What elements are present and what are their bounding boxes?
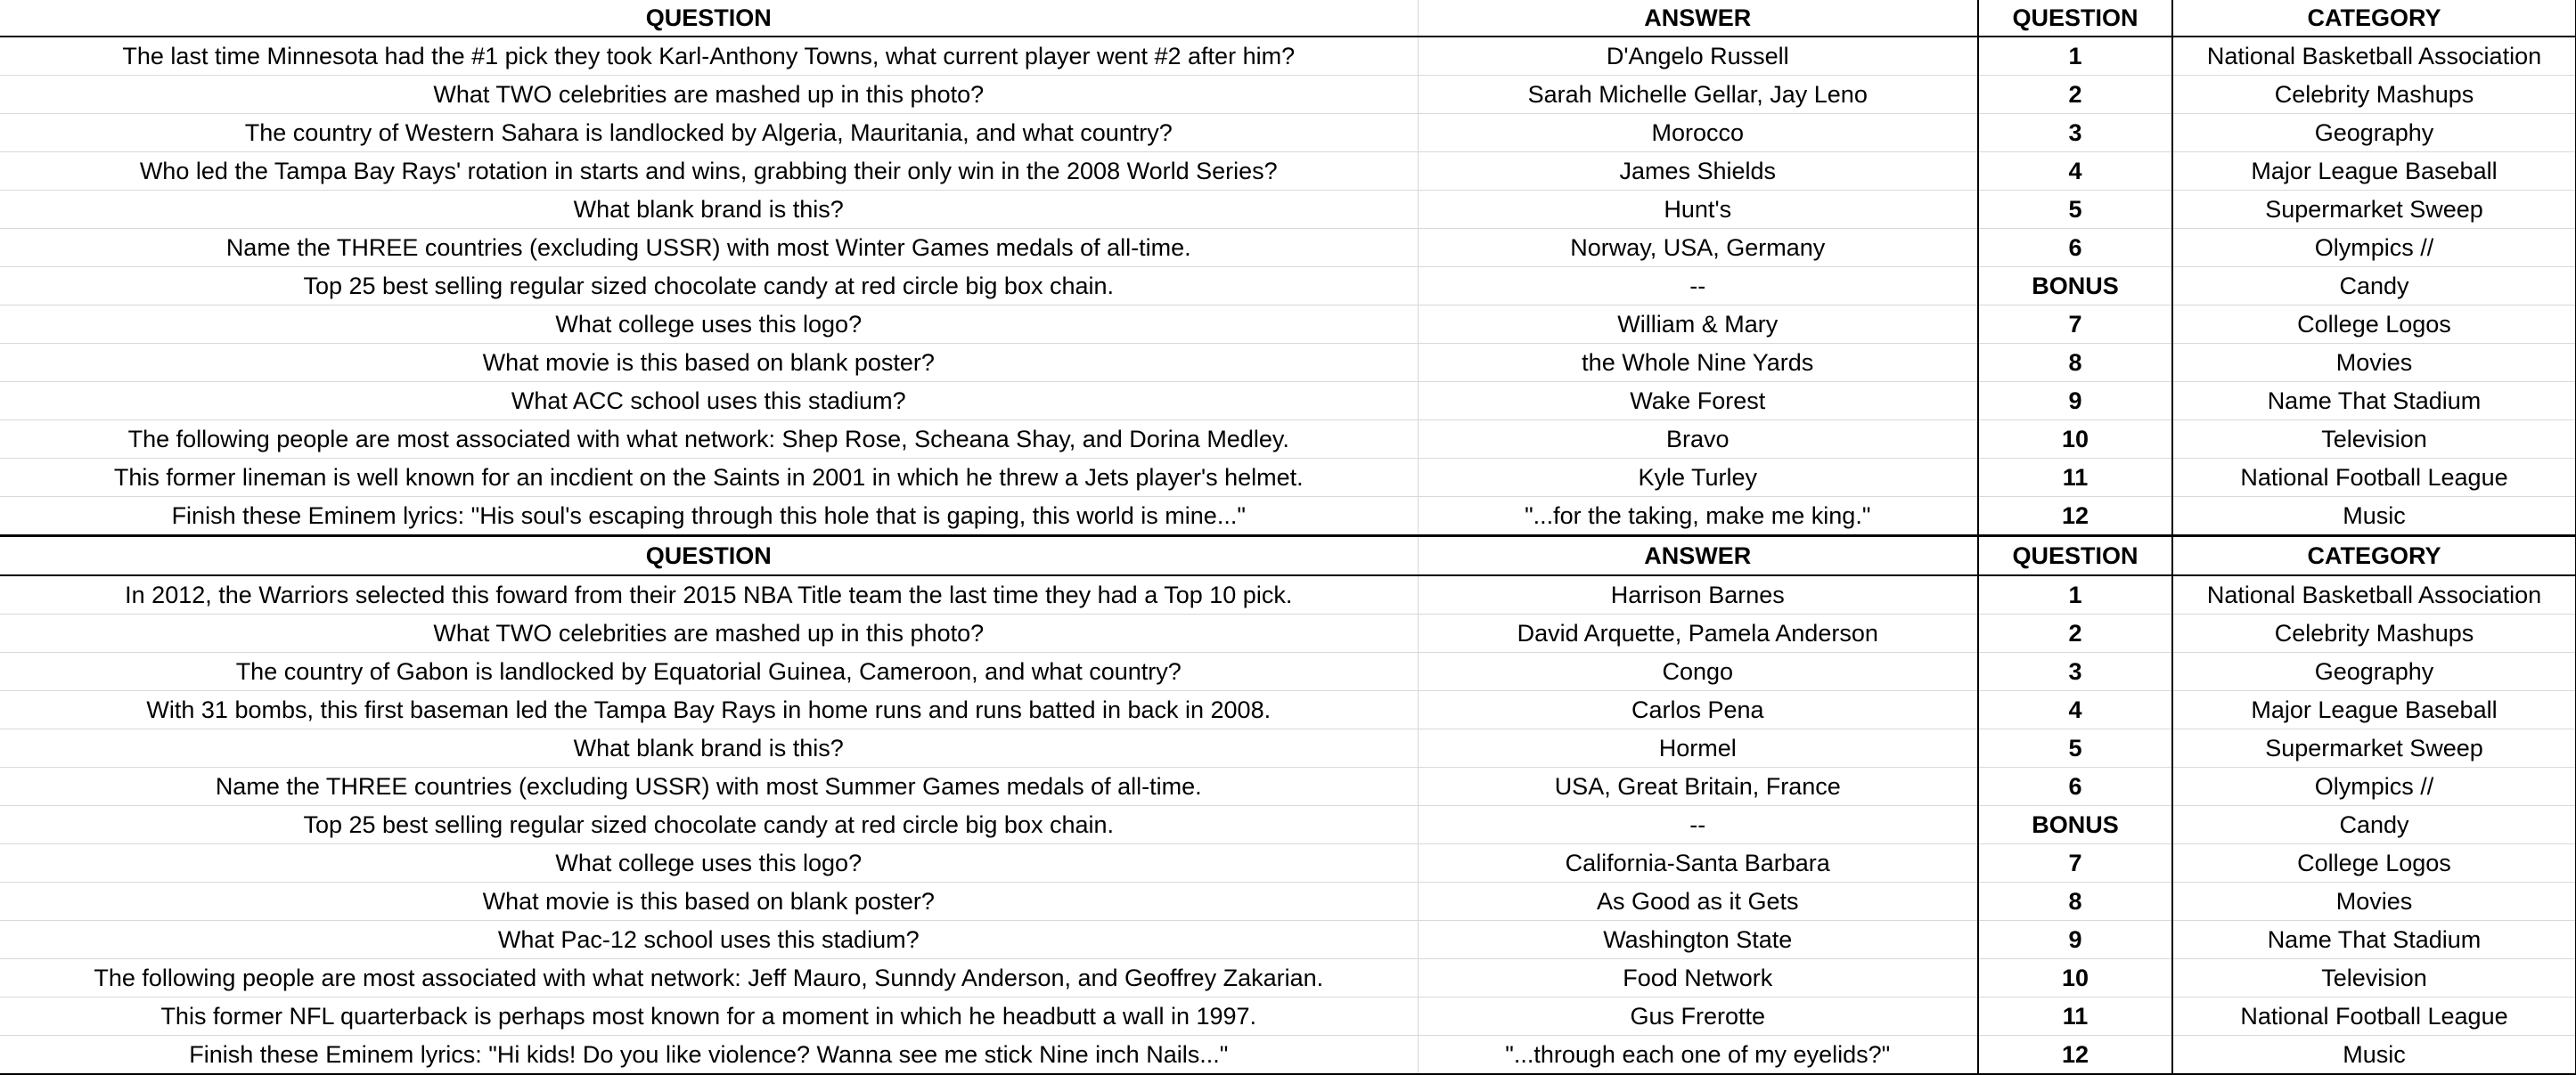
table-row xyxy=(0,691,2576,729)
question-number-cell[interactable]: 11 xyxy=(1978,459,2172,497)
table-row xyxy=(0,575,2576,615)
column-header-answer[interactable]: ANSWER xyxy=(1418,536,1978,576)
category-cell[interactable]: Celebrity Mashups xyxy=(2172,615,2576,653)
question-cell[interactable]: Top 25 best selling regular sized chocolate candy at red circle big box chain. xyxy=(0,267,1418,305)
column-header-number[interactable]: QUESTION xyxy=(1978,0,2172,37)
question-number-cell[interactable]: 5 xyxy=(1978,729,2172,768)
table-row xyxy=(0,382,2576,420)
table-row xyxy=(0,459,2576,497)
question-cell[interactable]: Top 25 best selling regular sized chocolate candy at red circle big box chain. xyxy=(0,806,1418,844)
category-cell[interactable]: National Basketball Association xyxy=(2172,575,2576,615)
question-number-cell[interactable]: 4 xyxy=(1978,691,2172,729)
category-cell[interactable]: Geography xyxy=(2172,653,2576,691)
header-row xyxy=(0,536,2576,576)
question-number-cell[interactable]: 3 xyxy=(1978,114,2172,152)
table-row xyxy=(0,806,2576,844)
question-number-cell[interactable]: BONUS xyxy=(1978,267,2172,305)
question-cell[interactable]: This former NFL quarterback is perhaps most known for a moment in which he headbutt a wall in 1997. xyxy=(0,998,1418,1036)
answer-cell[interactable]: Wake Forest xyxy=(1418,382,1978,420)
answer-cell[interactable]: Hunt's xyxy=(1418,191,1978,229)
question-cell[interactable]: The country of Western Sahara is landlocked by Algeria, Mauritania, and what country? xyxy=(0,114,1418,152)
category-cell[interactable]: College Logos xyxy=(2172,305,2576,344)
column-header-answer[interactable]: ANSWER xyxy=(1418,0,1978,37)
answer-cell[interactable]: California-Santa Barbara xyxy=(1418,844,1978,883)
question-cell[interactable]: What blank brand is this? xyxy=(0,729,1418,768)
category-cell[interactable]: Television xyxy=(2172,420,2576,459)
table-row xyxy=(0,191,2576,229)
table-row xyxy=(0,497,2576,536)
question-cell[interactable]: What movie is this based on blank poster? xyxy=(0,883,1418,921)
answer-cell[interactable]: William & Mary xyxy=(1418,305,1978,344)
answer-cell[interactable]: "...through each one of my eyelids?" xyxy=(1418,1036,1978,1075)
question-cell[interactable]: What college uses this logo? xyxy=(0,844,1418,883)
answer-cell[interactable]: Norway, USA, Germany xyxy=(1418,229,1978,267)
table-row xyxy=(0,37,2576,76)
question-number-cell[interactable]: 10 xyxy=(1978,959,2172,998)
question-number-cell[interactable]: 7 xyxy=(1978,844,2172,883)
answer-cell[interactable]: Kyle Turley xyxy=(1418,459,1978,497)
table-row xyxy=(0,768,2576,806)
answer-cell[interactable]: Carlos Pena xyxy=(1418,691,1978,729)
table-row xyxy=(0,844,2576,883)
question-number-cell[interactable]: 3 xyxy=(1978,653,2172,691)
category-cell[interactable]: Music xyxy=(2172,1036,2576,1075)
header-row xyxy=(0,0,2576,37)
category-cell[interactable]: National Basketball Association xyxy=(2172,37,2576,76)
answer-cell[interactable]: David Arquette, Pamela Anderson xyxy=(1418,615,1978,653)
question-cell[interactable]: Name the THREE countries (excluding USSR) with most Summer Games medals of all-time. xyxy=(0,768,1418,806)
answer-cell[interactable]: Congo xyxy=(1418,653,1978,691)
question-number-cell[interactable]: 2 xyxy=(1978,615,2172,653)
answer-cell[interactable]: Gus Frerotte xyxy=(1418,998,1978,1036)
table-row xyxy=(0,653,2576,691)
answer-cell[interactable]: James Shields xyxy=(1418,152,1978,191)
question-cell[interactable]: With 31 bombs, this first baseman led the Tampa Bay Rays in home runs and runs batted in back in 2008. xyxy=(0,691,1418,729)
column-header-number[interactable]: QUESTION xyxy=(1978,536,2172,576)
question-cell[interactable]: The following people are most associated with what network: Jeff Mauro, Sunndy Anderson, and Geoffrey Zakarian. xyxy=(0,959,1418,998)
answer-cell[interactable]: Harrison Barnes xyxy=(1418,575,1978,615)
answer-cell[interactable]: As Good as it Gets xyxy=(1418,883,1978,921)
answer-cell[interactable]: "...for the taking, make me king." xyxy=(1418,497,1978,536)
question-cell[interactable]: What ACC school uses this stadium? xyxy=(0,382,1418,420)
question-number-cell[interactable]: 12 xyxy=(1978,1036,2172,1075)
category-cell[interactable]: Name That Stadium xyxy=(2172,921,2576,959)
question-number-cell[interactable]: BONUS xyxy=(1978,806,2172,844)
category-cell[interactable]: Movies xyxy=(2172,883,2576,921)
category-cell[interactable]: Television xyxy=(2172,959,2576,998)
category-cell[interactable]: Geography xyxy=(2172,114,2576,152)
table-row xyxy=(0,344,2576,382)
table-row xyxy=(0,921,2576,959)
answer-cell[interactable]: Food Network xyxy=(1418,959,1978,998)
table-row xyxy=(0,729,2576,768)
question-number-cell[interactable]: 6 xyxy=(1978,229,2172,267)
table-row xyxy=(0,959,2576,998)
column-header-question[interactable]: QUESTION xyxy=(0,0,1418,37)
answer-cell[interactable]: USA, Great Britain, France xyxy=(1418,768,1978,806)
question-cell[interactable]: This former lineman is well known for an incdient on the Saints in 2001 in which he threw a Jets player's helmet. xyxy=(0,459,1418,497)
table-row xyxy=(0,152,2576,191)
table-row xyxy=(0,229,2576,267)
answer-cell[interactable]: the Whole Nine Yards xyxy=(1418,344,1978,382)
category-cell[interactable]: Major League Baseball xyxy=(2172,152,2576,191)
question-number-cell[interactable]: 2 xyxy=(1978,76,2172,114)
question-number-cell[interactable]: 1 xyxy=(1978,37,2172,76)
category-cell[interactable]: Supermarket Sweep xyxy=(2172,729,2576,768)
category-cell[interactable]: College Logos xyxy=(2172,844,2576,883)
table-row xyxy=(0,615,2576,653)
question-cell[interactable]: What TWO celebrities are mashed up in this photo? xyxy=(0,76,1418,114)
category-cell[interactable]: National Football League xyxy=(2172,459,2576,497)
answer-cell[interactable]: Morocco xyxy=(1418,114,1978,152)
answer-cell[interactable]: Hormel xyxy=(1418,729,1978,768)
question-cell[interactable]: Finish these Eminem lyrics: "Hi kids! Do you like violence? Wanna see me stick Nine inch Nails..." xyxy=(0,1036,1418,1075)
answer-cell[interactable]: D'Angelo Russell xyxy=(1418,37,1978,76)
question-cell[interactable]: What Pac-12 school uses this stadium? xyxy=(0,921,1418,959)
table-row xyxy=(0,76,2576,114)
answer-cell[interactable]: Washington State xyxy=(1418,921,1978,959)
question-cell[interactable]: The following people are most associated with what network: Shep Rose, Scheana Shay, and Dorina Medley. xyxy=(0,420,1418,459)
question-number-cell[interactable]: 8 xyxy=(1978,883,2172,921)
question-cell[interactable]: What college uses this logo? xyxy=(0,305,1418,344)
category-cell[interactable]: National Football League xyxy=(2172,998,2576,1036)
table-row xyxy=(0,114,2576,152)
question-cell[interactable]: Name the THREE countries (excluding USSR) with most Winter Games medals of all-time. xyxy=(0,229,1418,267)
question-cell[interactable]: What blank brand is this? xyxy=(0,191,1418,229)
question-number-cell[interactable]: 9 xyxy=(1978,382,2172,420)
column-header-category[interactable]: CATEGORY xyxy=(2172,536,2576,576)
table-row xyxy=(0,883,2576,921)
category-cell[interactable]: Name That Stadium xyxy=(2172,382,2576,420)
question-cell[interactable]: In 2012, the Warriors selected this foward from their 2015 NBA Title team the last time they had a Top 10 pick. xyxy=(0,575,1418,615)
question-number-cell[interactable]: 8 xyxy=(1978,344,2172,382)
question-number-cell[interactable]: 5 xyxy=(1978,191,2172,229)
question-cell[interactable]: Who led the Tampa Bay Rays' rotation in starts and wins, grabbing their only win in the 2008 World Series? xyxy=(0,152,1418,191)
question-number-cell[interactable]: 4 xyxy=(1978,152,2172,191)
answer-cell[interactable]: Sarah Michelle Gellar, Jay Leno xyxy=(1418,76,1978,114)
question-number-cell[interactable]: 12 xyxy=(1978,497,2172,536)
question-cell[interactable]: The last time Minnesota had the #1 pick they took Karl-Anthony Towns, what current player went #2 after him? xyxy=(0,37,1418,76)
table-row xyxy=(0,998,2576,1036)
category-cell[interactable]: Major League Baseball xyxy=(2172,691,2576,729)
column-header-category[interactable]: CATEGORY xyxy=(2172,0,2576,37)
category-cell[interactable]: Supermarket Sweep xyxy=(2172,191,2576,229)
question-number-cell[interactable]: 7 xyxy=(1978,305,2172,344)
answer-cell[interactable]: Bravo xyxy=(1418,420,1978,459)
category-cell[interactable]: Candy xyxy=(2172,267,2576,305)
table-row xyxy=(0,305,2576,344)
question-number-cell[interactable]: 9 xyxy=(1978,921,2172,959)
table-row xyxy=(0,420,2576,459)
category-cell[interactable]: Movies xyxy=(2172,344,2576,382)
category-cell[interactable]: Olympics // xyxy=(2172,768,2576,806)
column-header-question[interactable]: QUESTION xyxy=(0,536,1418,576)
question-cell[interactable]: Finish these Eminem lyrics: "His soul's escaping through this hole that is gaping, this world is mine..." xyxy=(0,497,1418,536)
question-cell[interactable]: What movie is this based on blank poster? xyxy=(0,344,1418,382)
question-number-cell[interactable]: 6 xyxy=(1978,768,2172,806)
answer-cell[interactable]: -- xyxy=(1418,267,1978,305)
category-cell[interactable]: Celebrity Mashups xyxy=(2172,76,2576,114)
table-row xyxy=(0,1036,2576,1075)
question-number-cell[interactable]: 1 xyxy=(1978,575,2172,615)
category-cell[interactable]: Music xyxy=(2172,497,2576,536)
question-cell[interactable]: The country of Gabon is landlocked by Equatorial Guinea, Cameroon, and what country? xyxy=(0,653,1418,691)
table-row xyxy=(0,267,2576,305)
question-number-cell[interactable]: 10 xyxy=(1978,420,2172,459)
category-cell[interactable]: Candy xyxy=(2172,806,2576,844)
answer-cell[interactable]: -- xyxy=(1418,806,1978,844)
category-cell[interactable]: Olympics // xyxy=(2172,229,2576,267)
question-number-cell[interactable]: 11 xyxy=(1978,998,2172,1036)
question-cell[interactable]: What TWO celebrities are mashed up in this photo? xyxy=(0,615,1418,653)
